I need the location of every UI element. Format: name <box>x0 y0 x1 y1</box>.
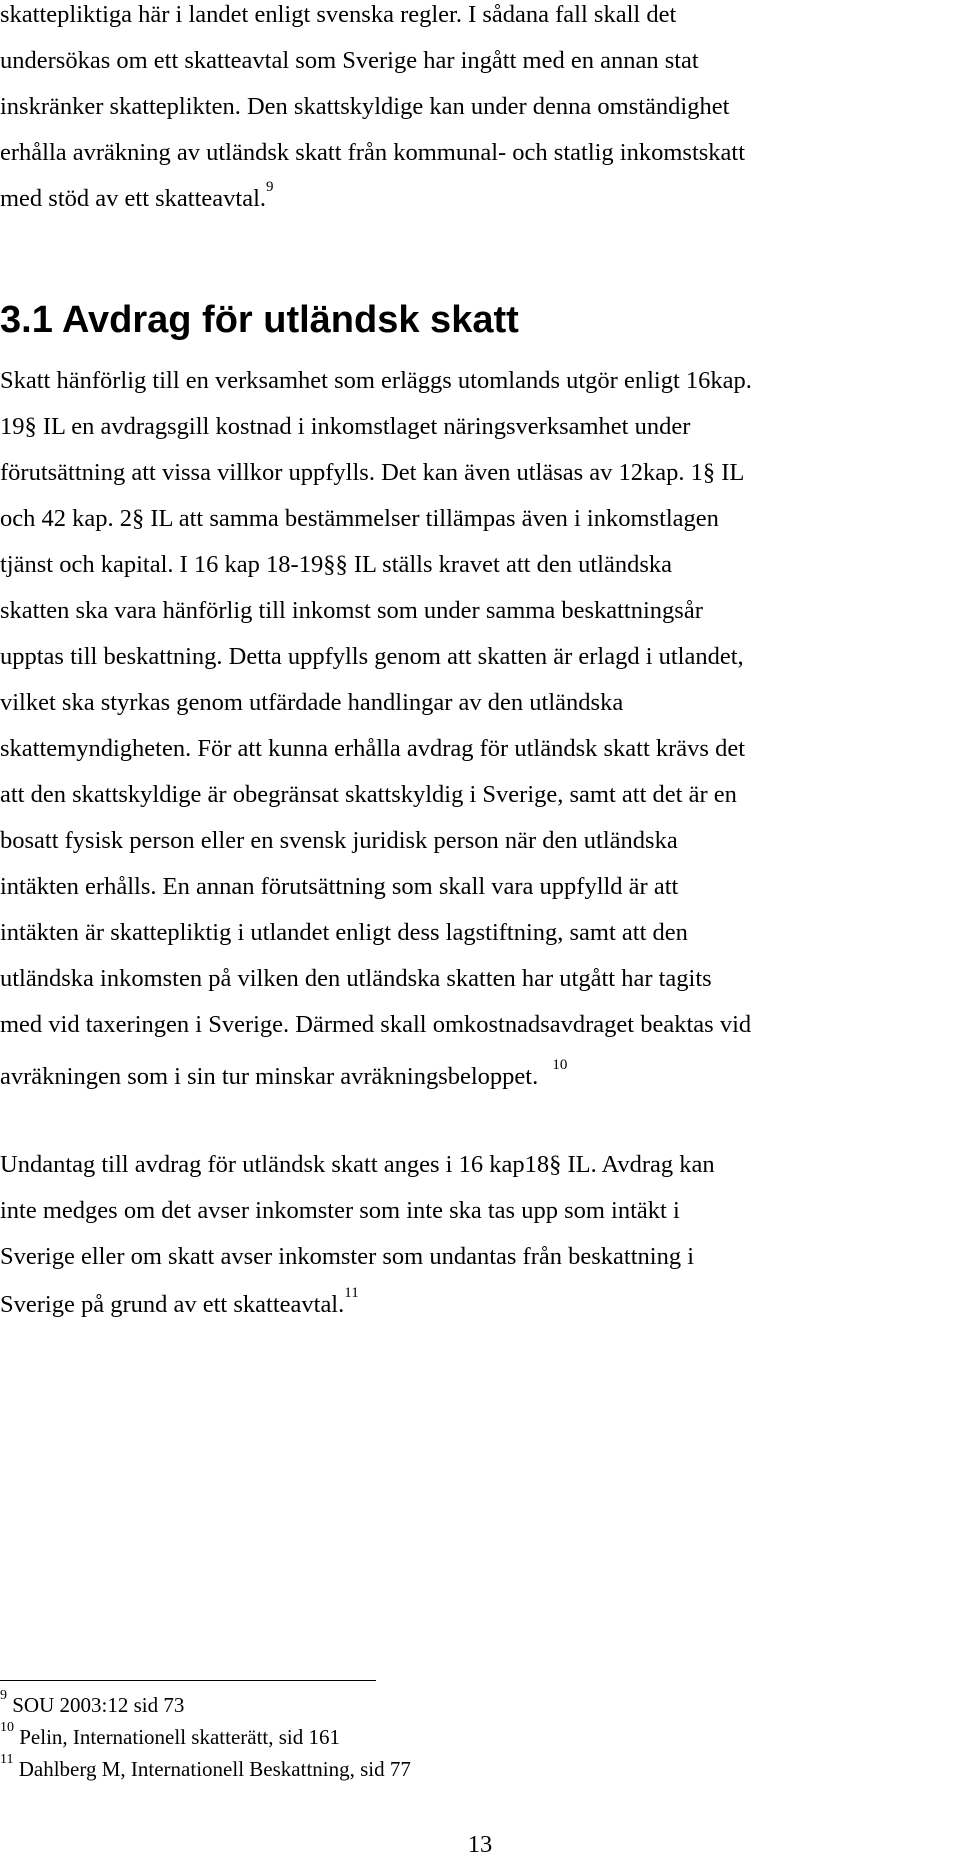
paragraph1-line: med vid taxeringen i Sverige. Därmed skall omkostnadsavdraget beaktas vid <box>0 1011 752 1038</box>
paragraph1-line: upptas till beskattning. Detta uppfylls genom att skatten är erlagd i utlandet, <box>0 643 744 670</box>
footnote-separator <box>0 1680 376 1681</box>
footnote-text: SOU 2003:12 sid 73 <box>12 1693 185 1717</box>
paragraph1-line: utländska inkomsten på vilken den utländska skatten har utgått har tagits <box>0 965 712 992</box>
intro-line-last <box>0 179 274 214</box>
paragraph1-text: avräkningen som i sin tur minskar avräkningsbeloppet. <box>0 1063 539 1090</box>
paragraph1-line: och 42 kap. 2§ IL att samma bestämmelser tillämpas även i inkomstlagen <box>0 505 719 532</box>
page-number: 13 <box>467 1831 493 1858</box>
footnote-number: 11 <box>0 1752 14 1767</box>
paragraph1-line: att den skattskyldige är obegränsat skattskyldig i Sverige, samt att det är en <box>0 781 737 808</box>
footnote-ref-10: 10 <box>552 1057 568 1073</box>
paragraph1-line: skattemyndigheten. För att kunna erhålla avdrag för utländsk skatt krävs det <box>0 735 746 762</box>
intro-line: undersökas om ett skatteavtal som Sverige har ingått med en annan stat <box>0 47 699 74</box>
footnote-number: 9 <box>0 1688 7 1703</box>
intro-text: med stöd av ett skatteavtal. <box>0 185 267 212</box>
paragraph1-line: skatten ska vara hänförlig till inkomst som under samma beskattningsår <box>0 597 703 624</box>
paragraph1-line: 19§ IL en avdragsgill kostnad i inkomstlaget näringsverksamhet under <box>0 413 691 440</box>
paragraph2-line-last <box>0 1285 359 1320</box>
intro-line: erhålla avräkning av utländsk skatt från kommunal- och statlig inkomstskatt <box>0 139 746 166</box>
footnote-ref-9: 9 <box>266 179 274 195</box>
footnote-9 <box>0 1688 185 1718</box>
paragraph2-line: Sverige eller om skatt avser inkomster som undantas från beskattning i <box>0 1243 695 1270</box>
paragraph1-line: förutsättning att vissa villkor uppfylls. Det kan även utläsas av 12kap. 1§ IL <box>0 459 745 486</box>
paragraph1-line: tjänst och kapital. I 16 kap 18-19§§ IL ställs kravet att den utländska <box>0 551 672 578</box>
paragraph2-line: Undantag till avdrag för utländsk skatt anges i 16 kap18§ IL. Avdrag kan <box>0 1151 715 1178</box>
paragraph1-line: Skatt hänförlig till en verksamhet som erläggs utomlands utgör enligt 16kap. <box>0 367 752 394</box>
paragraph1-line-last <box>0 1057 568 1092</box>
paragraph1-line: vilket ska styrkas genom utfärdade handlingar av den utländska <box>0 689 624 716</box>
intro-line: inskränker skatteplikten. Den skattskyldige kan under denna omständighet <box>0 93 730 120</box>
section-heading: 3.1 Avdrag för utländsk skatt <box>0 299 519 341</box>
paragraph2-line: inte medges om det avser inkomster som inte ska tas upp som intäkt i <box>0 1197 680 1224</box>
paragraph1-line: intäkten erhålls. En annan förutsättning som skall vara uppfylld är att <box>0 873 679 900</box>
footnote-ref-11: 11 <box>344 1285 359 1301</box>
footnote-11 <box>0 1752 411 1782</box>
paragraph1-line: intäkten är skattepliktig i utlandet enligt dess lagstiftning, samt att den <box>0 919 688 946</box>
paragraph1-line: bosatt fysisk person eller en svensk juridisk person när den utländska <box>0 827 678 854</box>
footnote-text: Pelin, Internationell skatterätt, sid 161 <box>19 1725 341 1749</box>
footnote-text: Dahlberg M, Internationell Beskattning, sid 77 <box>18 1757 411 1781</box>
paragraph2-text: Sverige på grund av ett skatteavtal. <box>0 1291 345 1318</box>
intro-line: skattepliktiga här i landet enligt svenska regler. I sådana fall skall det <box>0 1 677 28</box>
footnote-10 <box>0 1720 341 1750</box>
footnote-number: 10 <box>0 1720 14 1735</box>
